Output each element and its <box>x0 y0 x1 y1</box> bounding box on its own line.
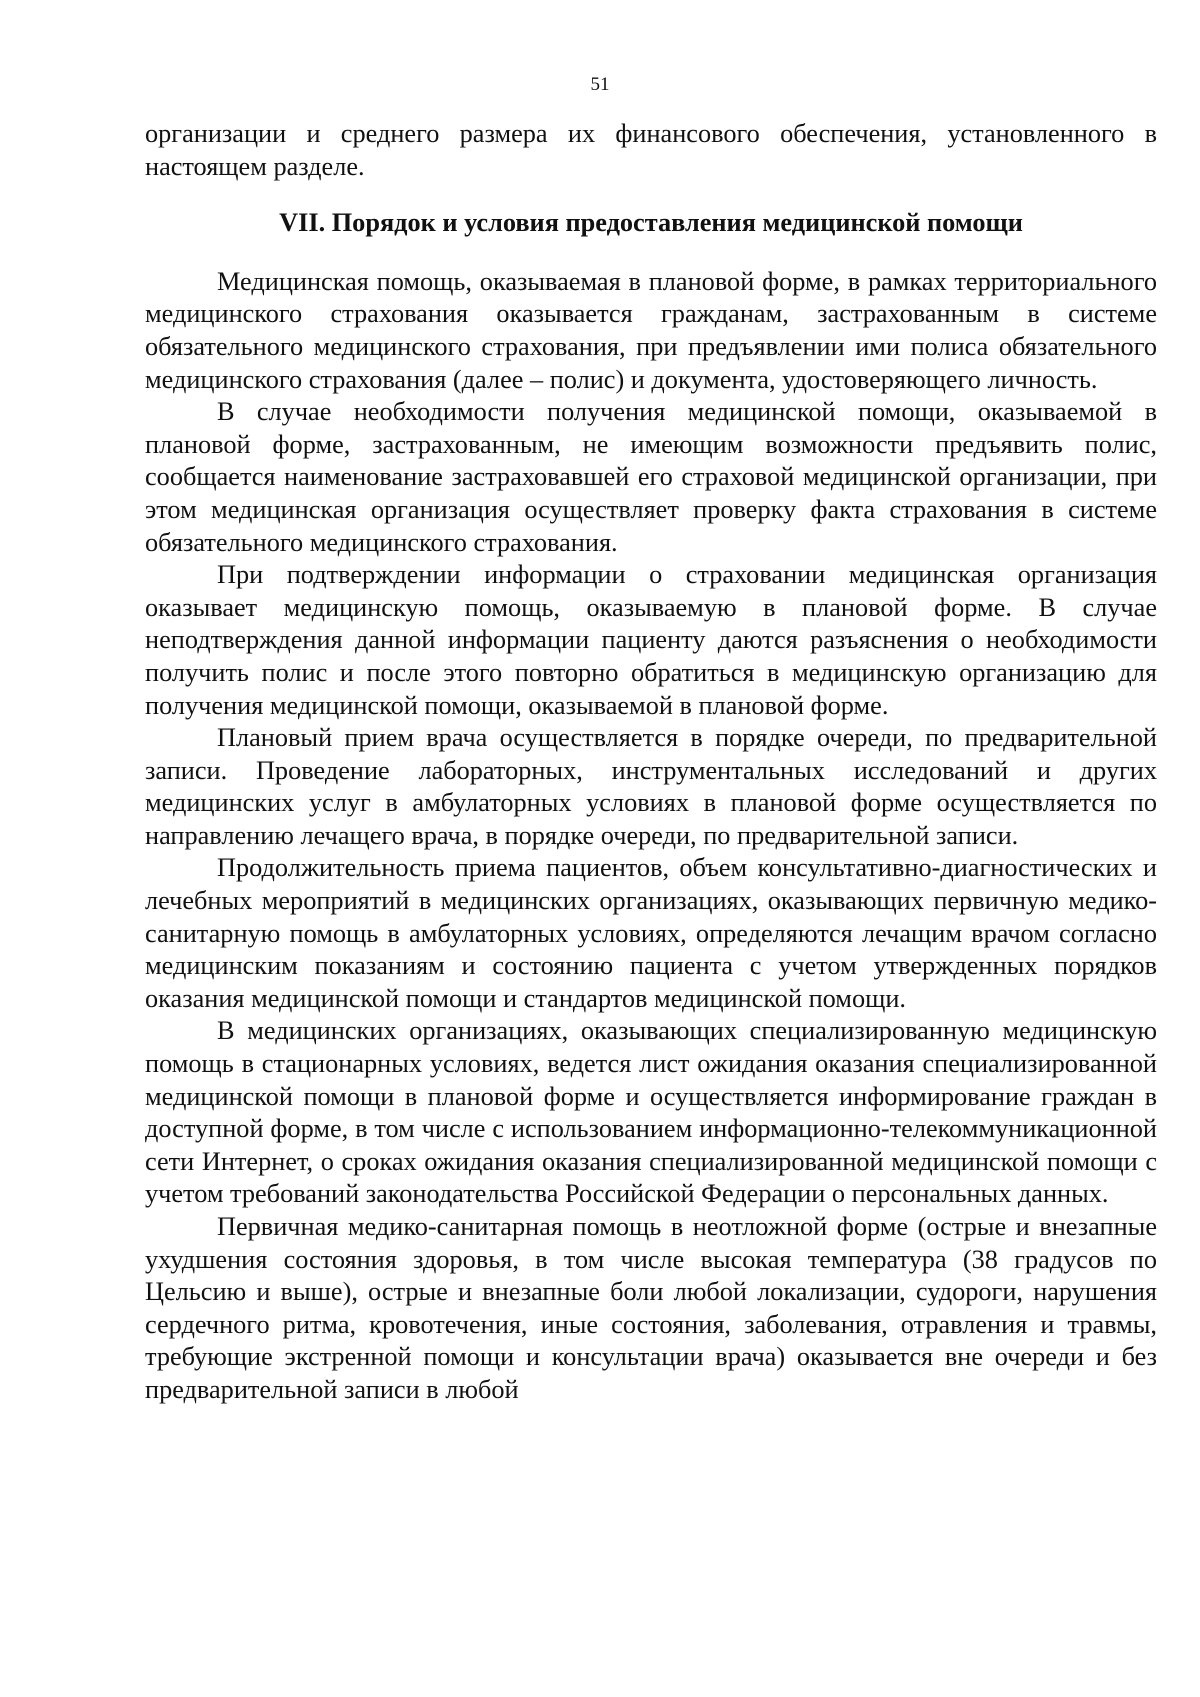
page-body <box>145 118 1157 1407</box>
paragraph: В медицинских организациях, оказывающих специализированную медицинскую помощь в стационарных условиях, ведется лист ожидания оказания специализированной медицинской помощи в плановой форме и осуществляется информирование граждан в доступной форме, в том числе с использованием информационно-телекоммуникационной сети Интернет, о сроках ожидания оказания специализированной медицинской помощи с учетом требований законодательства Российской Федерации о персональных данных. <box>145 1016 1157 1209</box>
paragraph: В случае необходимости получения медицинской помощи, оказываемой в плановой форме, застрахованным, не имеющим возможности предъявить полис, сообщается наименование застраховавшей его страховой медицинской организации, при этом медицинская организация осуществляет проверку факта страхования в системе обязательного медицинского страхования. <box>145 397 1157 557</box>
paragraph-continuation: организации и среднего размера их финансового обеспечения, установленного в настоящем разделе. <box>145 119 1157 181</box>
paragraph: Медицинская помощь, оказываемая в плановой форме, в рамках территориального медицинского страхования оказывается гражданам, застрахованным в системе обязательного медицинского страхования, при предъявлении ими полиса обязательного медицинского страхования (далее – полис) и документа, удостоверяющего личность. <box>145 266 1157 394</box>
paragraph: Первичная медико-санитарная помощь в неотложной форме (острые и внезапные ухудшения состояния здоровья, в том числе высокая температура (38 градусов по Цельсию и выше), острые и внезапные боли любой локализации, судороги, нарушения сердечного ритма, кровотечения, иные состояния, заболевания, отравления и травмы, требующие экстренной помощи и консультации врача) оказывается вне очереди и без предварительной записи в любой <box>145 1212 1157 1404</box>
paragraph: Плановый прием врача осуществляется в порядке очереди, по предварительной записи. Проведение лабораторных, инструментальных исследований и других медицинских услуг в амбулаторных условиях в плановой форме осуществляется по направлению лечащего врача, в порядке очереди, по предварительной записи. <box>145 723 1157 850</box>
paragraph: Продолжительность приема пациентов, объем консультативно-диагностических и лечебных мероприятий в медицинских организациях, оказывающих первичную медико-санитарную помощь в амбулаторных условиях, определяются лечащим врачом согласно медицинским показаниям и состоянию пациента с учетом утвержденных порядков оказания медицинской помощи и стандартов медицинской помощи. <box>145 853 1157 1013</box>
page-number: 51 <box>590 74 610 95</box>
paragraph: При подтверждении информации о страховании медицинская организация оказывает медицинскую помощь, оказываемую в плановой форме. В случае неподтверждения данной информации пациенту даются разъяснения о необходимости получить полис и после этого повторно обратиться в медицинскую организацию для получения медицинской помощи, оказываемой в плановой форме. <box>145 560 1157 720</box>
section-heading: VII. Порядок и условия предоставления медицинской помощи <box>279 208 1023 238</box>
